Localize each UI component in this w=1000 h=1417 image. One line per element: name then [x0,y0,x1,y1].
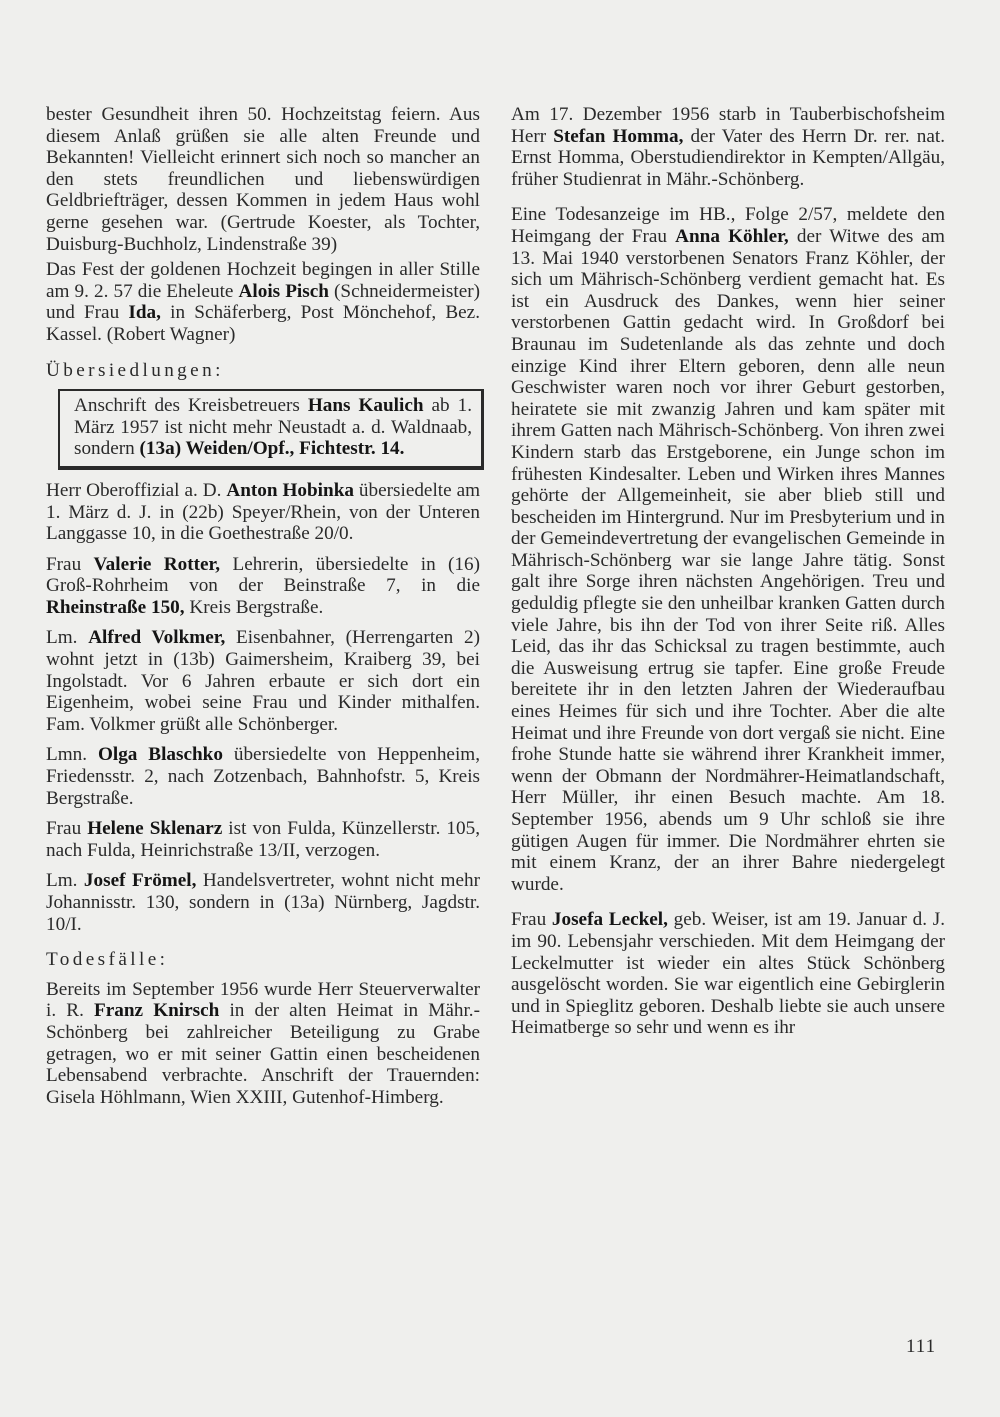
section-heading-deaths: Todesfälle: [46,949,169,971]
paragraph-hobinka: Herr Oberoffizial a. D. Anton Hobinka übersiedelte am 1. März d. J. in (22b) Speyer/Rhein, von der Unteren Langgasse 10, in die Goethestraße 20/0. [46,479,481,545]
name-alois-pisch: Alois Pisch [238,280,329,302]
name-alfred-volkmer: Alfred Volkmer, [88,627,226,649]
name-anton-hobinka: Anton Hobinka [226,479,354,501]
name-ida: Ida, [128,302,161,324]
paragraph-pisch-wedding: Das Fest der goldenen Hochzeit begingen in aller Stille am 9. 2. 57 die Eheleute Alois Pisch (Schneidermeister) und Frau Ida, in Schäferberg, Post Mönchehof, Bez. Kassel. (Robert Wagner) [46,259,480,345]
name-franz-knirsch: Franz Knirsch [94,1000,220,1022]
page-number: 111 [906,1336,937,1357]
name-olga-blaschko: Olga Blaschko [97,744,223,766]
paragraph-sklenarz: Frau Helene Sklenarz ist von Fulda, Künzellerstr. 105, nach Fulda, Heinrichstraße 13/II, verzogen. [46,818,481,861]
paragraph-volkmer: Lm. Alfred Volkmer, Eisenbahner, (Herrengarten 2) wohnt jetzt in (13b) Gaimersheim, Kraiberg 39, bei Ingolstadt. Vor 6 Jahren erbaute er sich dort ein Eigenheim, wobei seine Frau und Kinder mithalfen. Fam. Volkmer grüßt alle Schönberger. [46,627,481,735]
paragraph-froemel: Lm. Josef Frömel, Handelsvertreter, wohnt nicht mehr Johannisstr. 130, sondern in (13a) Nürnberg, Jagdstr. 10/I. [46,870,480,935]
paragraph-leckel: Frau Josefa Leckel, geb. Weiser, ist am 19. Januar d. J. im 90. Lebensjahr verschieden. Mit dem Heimgang der Leckelmutter ist wieder ein altes Stück Schönberg ausgelöscht worden. Sie war eigentlich eine Gebirglerin und in Spieglitz geboren. Deshalb liebte sie auch unsere Heimatberge so sehr und wenn es ihr [511,909,945,1039]
section-heading-moves: Übersiedlungen: [46,359,224,381]
notice-box-kaulich: Anschrift des Kreisbetreuers Hans Kaulich ab 1. März 1957 ist nicht mehr Neustadt a. d. Waldnaab, sondern (13a) Weiden/Opf., Fichtestr. 14. [58,389,484,470]
name-stefan-homma: Stefan Homma, [553,125,684,147]
paragraph-blaschko: Lmn. Olga Blaschko übersiedelte von Heppenheim, Friedensstr. 2, nach Zotzenbach, Bahnhofstr. 5, Kreis Bergstraße. [46,744,480,809]
name-josef-froemel: Josef Frömel, [83,870,197,892]
paragraph-rotter: Frau Valerie Rotter, Lehrerin, übersiedelte in (16) Groß-Rohrheim von der Beinstraße 7, in die Rheinstraße 150, Kreis Bergstraße. [46,553,481,618]
name-hans-kaulich: Hans Kaulich [307,395,424,417]
name-helene-sklenarz: Helene Sklenarz [87,818,223,840]
paragraph-golden-wedding-koester: bester Gesundheit ihren 50. Hochzeitstag feiern. Aus diesem Anlaß grüßen sie alle alten Freunde und Bekannten! Vielleicht erinnert sich noch so mancher an den stets freundlichen und liebenswürdigen Geldbriefträger, dessen Kommen in jedem Haus wohl gerne gesehen war. (Gertrude Koester, als Tochter, Duisburg-Buchholz, Lindenstraße 39) [46,104,480,255]
address-weiden: (13a) Weiden/Opf., Fichtestr. 14. [139,438,405,460]
name-josefa-leckel: Josefa Leckel, [551,909,668,931]
name-valerie-rotter: Valerie Rotter, [93,553,221,575]
right-column [511,104,945,1048]
name-anna-koehler: Anna Köhler, [675,225,789,247]
paragraph-knirsch: Bereits im September 1956 wurde Herr Steuerverwalter i. R. Franz Knirsch in der alten Heimat in Mähr.-Schönberg bei zahlreicher Beteiligung zu Grabe getragen, wo er mit seiner Gattin einen bescheidenen Lebensabend verbrachte. Anschrift der Trauernden: Gisela Höhlmann, Wien XXIII, Gutenhof-Himberg. [46,978,480,1108]
paragraph-koehler: Eine Todesanzeige im HB., Folge 2/57, meldete den Heimgang der Frau Anna Köhler, der Witwe des am 13. Mai 1940 verstorbenen Senators Franz Köhler, der sich um Mährisch-Schönberg verdient gemacht hat. Es ist ein Ausdruck des Dankes, wenn hier seiner verstorbenen Gattin gedacht wird. In Großdorf bei Braunau im Sudetenlande als das zehnte und doch einzige Kind ihrer Eltern geboren, denn alle neun Geschwister waren noch vor ihrer Geburt gestorben, heiratete sie mit zwanzig Jahren und kam später mit ihrem Gatten nach Mährisch-Schönberg. Von ihren zwei Kindern starb das Erstgeborene, ein Junge schon im frühesten Kindesalter. Leben und Wirken ihres Mannes gehörte der Allgemeinheit, sie aber blieb still und bescheiden im Hintergrund. Nur im Presbyterium und in der Gemeindevertretung der evangelischen Gemeinde in Mährisch-Schönberg war sie lange Jahre tätig. Sonst galt ihre Sorge ihren nächsten Angehörigen. Treu und geduldig pflegte sie den unheilbar kranken Gatten durch viele Jahre, bis ihn der Tod von ihrer Seite riß. Alles Leid, das ihr das Schicksal zu tragen bestimmte, auch die Ausweisung ertrug sie tapfer. Eine große Freude bereitete ihr in den letzten Jahren der Wiederaufbau eines Heimes für sich und ihre Tochter. Aber die alte Heimat und ihre Freunde von dort vergaß sie nicht. Eine frohe Stunde hatte sie während ihrer Krankheit immer, wenn der Obmann der Nordmährer-Heimatlandschaft, Herr Müller, ihr einen Besuch machte. Am 18. September 1956, abends um 9 Uhr schloß sie ihre gütigen Augen für immer. Die Nordmährer ehrten sie mit einem Kranz, der an ihrer Bahre niedergelegt wurde. [511,204,945,895]
address-rheinstrasse: Rheinstraße 150, [46,596,185,618]
left-column [46,104,480,1117]
paragraph-homma: Am 17. Dezember 1956 starb in Tauberbischofsheim Herr Stefan Homma, der Vater des Herrn Dr. rer. nat. Ernst Homma, Oberstudiendirektor in Kempten/Allgäu, früher Studienrat in Mähr.-Schönberg. [511,104,946,190]
